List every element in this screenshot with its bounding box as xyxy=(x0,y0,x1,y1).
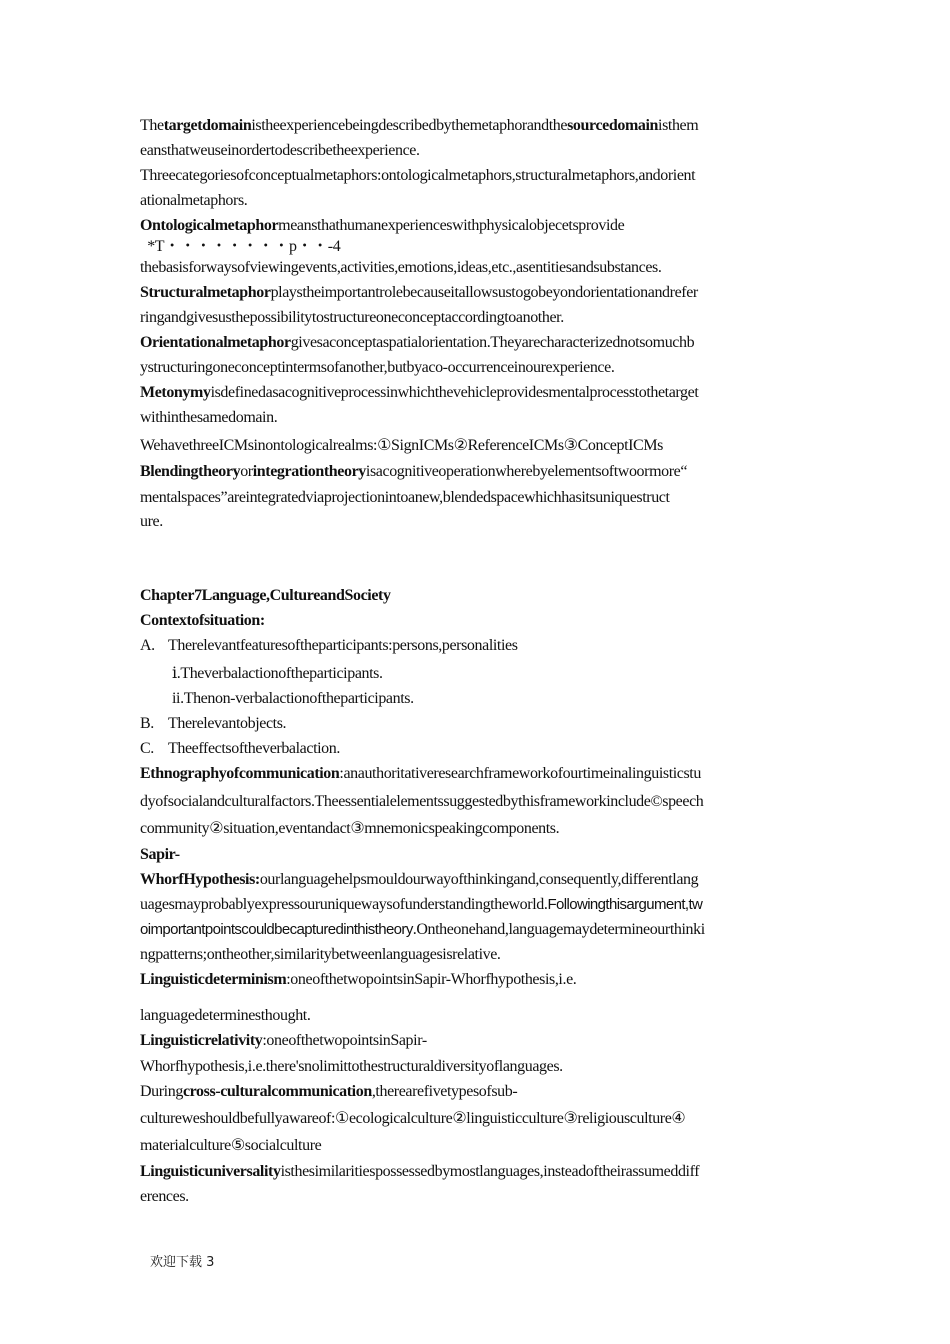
text-line: eansthatweuseinordertodescribetheexperience. xyxy=(140,142,420,159)
text-line: Structuralmetaphorplaystheimportantrolebecauseitallowsustogobeyondorientationandrefer xyxy=(140,284,698,301)
text-line: Orientationalmetaphorgivesaconceptaspatialorientation.Theyarecharacterizednotsomuchb xyxy=(140,334,695,351)
text-line: Duringcross-culturalcommunication,therearefivetypesofsub- xyxy=(140,1083,518,1100)
text-line: Ethnographyofcommunication:anauthoritativeresearchframeworkofourtimeinalinguisticstu xyxy=(140,765,701,782)
text-line: ure. xyxy=(140,513,163,530)
text-line: WhorfHypothesis:ourlanguagehelpsmouldourwayofthinkingand,consequently,differentlang xyxy=(140,871,699,888)
text-line: Ontologicalmetaphormeansthathumanexperienceswithphysicalobjecetsprovide xyxy=(140,217,625,234)
text-line: dyofsocialandculturalfactors.Theessentialelementssuggestedbythisframeworkinclude©speech xyxy=(140,793,704,810)
text-line: ationalmetaphors. xyxy=(140,192,248,209)
text-line: Whorfhypothesis,i.e.there'snolimittothestructuraldiversityoflanguages. xyxy=(140,1058,563,1075)
text-line: WehavethreeICMsinontologicalrealms:①SignICMs②ReferenceICMs③ConceptICMs xyxy=(140,437,663,454)
text-line: ngpatterns;ontheother,similaritybetweenlanguagesisrelative. xyxy=(140,946,501,963)
text-line: Linguisticdeterminism:oneofthetwopointsinSapir-Whorfhypothesis,i.e. xyxy=(140,971,577,988)
text-line: mentalspaces”areintegratedviaprojectionintoanew,blendedspacewhichhasitsuniquestruct xyxy=(140,489,670,506)
list-item: ⅰ.Theverbalactionoftheparticipants. xyxy=(172,665,383,682)
text-line: Sapir- xyxy=(140,846,180,863)
list-item: B. Therelevantobjects. xyxy=(140,715,287,732)
text-line: languagedeterminesthought. xyxy=(140,1007,311,1024)
text-line: cultureweshouldbefullyawareof:①ecologicalculture②linguisticculture③religiousculture④ xyxy=(140,1110,686,1127)
list-item: ii.Thenon-verbalactionoftheparticipants. xyxy=(172,690,414,707)
text-line: withinthesamedomain. xyxy=(140,409,278,426)
text-line: Threecategoriesofconceptualmetaphors:ontologicalmetaphors,structuralmetaphors,andorient xyxy=(140,167,696,184)
chapter-title: Chapter7Language,CultureandSociety xyxy=(140,587,391,604)
list-item: C. Theeffectsoftheverbalaction. xyxy=(140,740,340,757)
text-line: ringandgivesusthepossibilitytostructureoneconceptaccordingtoanother. xyxy=(140,309,564,326)
section-heading: Contextofsituation: xyxy=(140,612,265,629)
page-footer: 欢迎下载 3 xyxy=(150,1255,215,1270)
text-line: Metonymyisdefinedasacognitiveprocessinwhichthevehicleprovidesmentalprocesstothetarget xyxy=(140,384,699,401)
text-line: *T・・・・・・・・p・・-4 xyxy=(140,238,341,255)
text-line: Thetargetdomainistheexperiencebeingdescribedbythemetaphorandthesourcedomainisthem xyxy=(140,117,699,134)
text-line: thebasisforwaysofviewingevents,activities,emotions,ideas,etc.,asentitiesandsubstances. xyxy=(140,259,662,276)
text-line: Linguisticuniversalityisthesimilaritiespossessedbymostlanguages,insteadoftheirassumeddiff xyxy=(140,1163,700,1180)
text-line: community②situation,eventandact③mnemonicspeakingcomponents. xyxy=(140,820,560,837)
text-line: oimportantpointscouldbecapturedinthistheory.Ontheonehand,languagemaydetermineourthinki xyxy=(140,921,705,938)
text-line: erences. xyxy=(140,1188,189,1205)
list-item: A. Therelevantfeaturesoftheparticipants:persons,personalities xyxy=(140,637,518,654)
text-line: ystructuringoneconceptintermsofanother,butbyaco-occurrenceinourexperience. xyxy=(140,359,615,376)
text-line: materialculture⑤socialculture xyxy=(140,1137,322,1154)
text-line: Blendingtheoryorintegrationtheoryisacognitiveoperationwherebyelementsoftwoormore“ xyxy=(140,463,688,480)
text-line: Linguisticrelativity:oneofthetwopointsinSapir- xyxy=(140,1032,427,1049)
text-line: uagesmayprobablyexpressouruniquewaysofunderstandingtheworld.Followingthisargument,tw xyxy=(140,896,703,913)
